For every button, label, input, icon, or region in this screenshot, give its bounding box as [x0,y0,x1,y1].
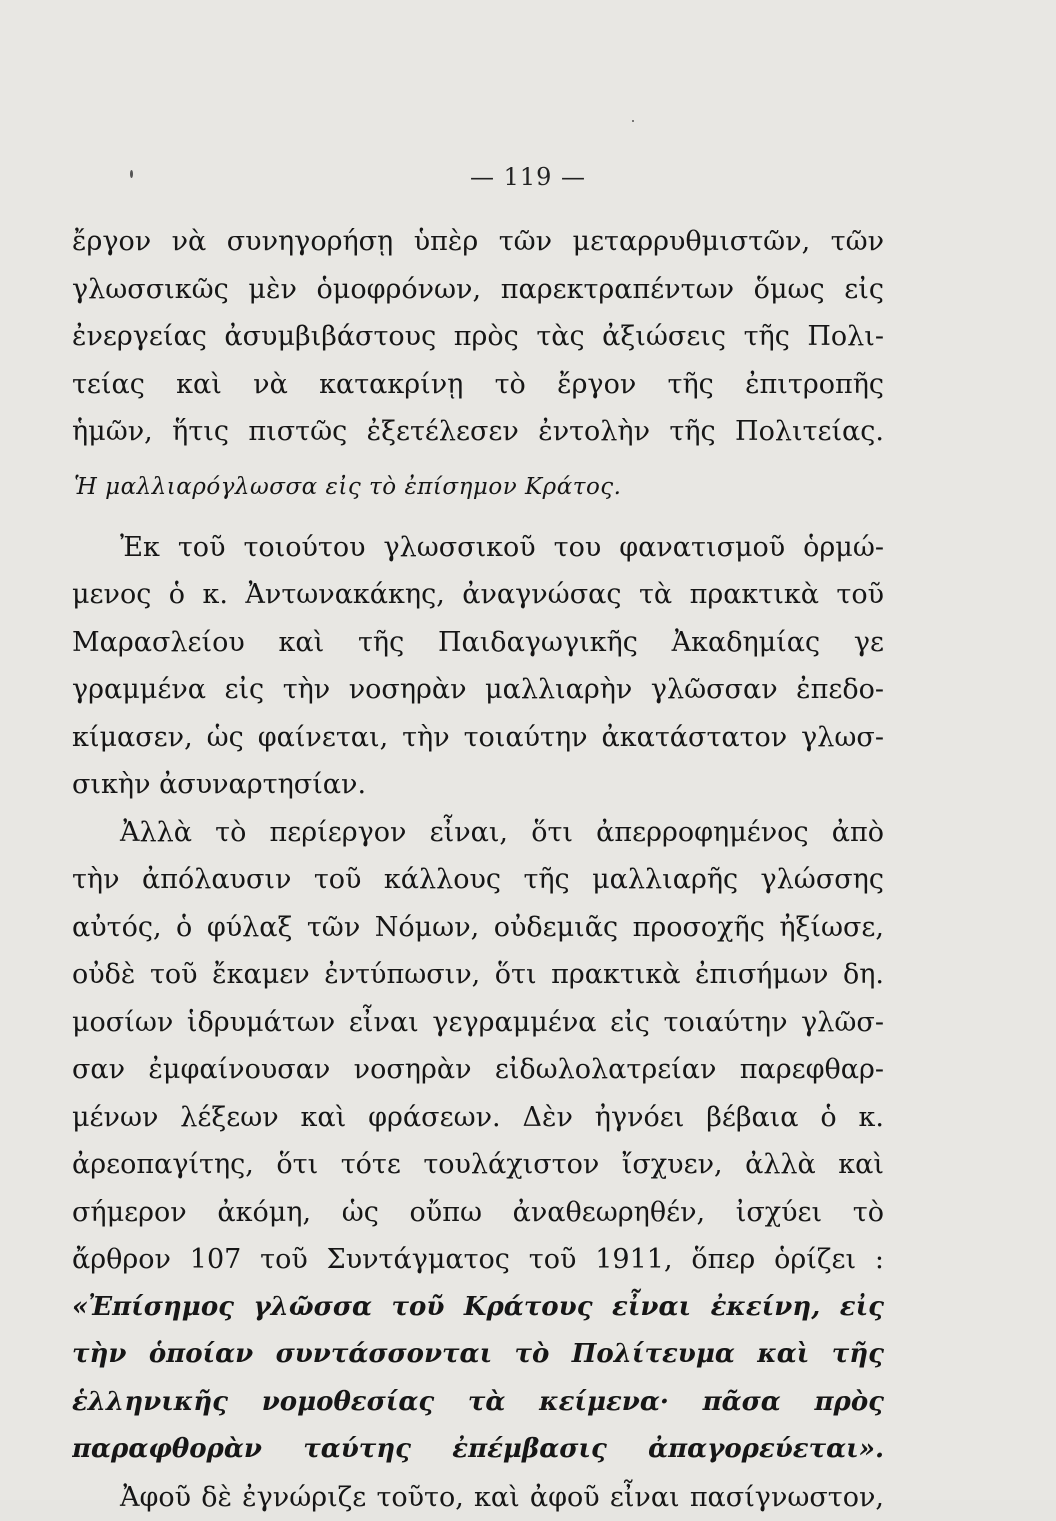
ink-speck [632,120,634,122]
text-line: μοσίων ἱδρυμάτων εἶναι γεγραμμένα εἰς τοιαύτην γλῶσ- [72,999,884,1047]
text-line: ἀρεοπαγίτης, ὅτι τότε τουλάχιστον ἴσχυεν, ἀλλὰ καὶ [72,1141,884,1189]
text-line: σήμερον ἀκόμη, ὡς οὔπω ἀναθεωρηθέν, ἰσχύει τὸ [72,1189,884,1237]
text-line: Ἀφοῦ δὲ ἐγνώριζε τοῦτο, καὶ ἀφοῦ εἶναι πασίγνωστον, [72,1474,884,1521]
text-line: τὴν ἀπόλαυσιν τοῦ κάλλους τῆς μαλλιαρῆς γλώσσης [72,856,884,904]
text-line: σαν ἐμφαίνουσαν νοσηρὰν εἰδωλολατρείαν παρεφθαρ- [72,1046,884,1094]
text-line: ἡμῶν, ἥτις πιστῶς ἐξετέλεσεν ἐντολὴν τῆς Πολιτείας. [72,408,884,456]
quoted-law-line: «Ἐπίσημος γλῶσσα τοῦ Κράτους εἶναι ἐκείνη, εἰς [72,1284,884,1332]
paragraph [72,809,884,1474]
text-line: οὐδὲ τοῦ ἔκαμεν ἐντύπωσιν, ὅτι πρακτικὰ ἐπισήμων δη. [72,951,884,999]
text-line: μενος ὁ κ. Ἀντωνακάκης, ἀναγνώσας τὰ πρακτικὰ τοῦ [72,571,884,619]
text-line: Μαρασλείου καὶ τῆς Παιδαγωγικῆς Ἀκαδημίας γε [72,619,884,667]
text-line: μένων λέξεων καὶ φράσεων. Δὲν ἠγνόει βέβαια ὁ κ. [72,1094,884,1142]
paragraph [72,218,884,456]
text-line: γλωσσικῶς μὲν ὁμοφρόνων, παρεκτραπέντων ὅμως εἰς [72,266,884,314]
page-number: — 119 — [0,163,1056,191]
text-line: ἐνεργείας ἀσυμβιβάστους πρὸς τὰς ἀξιώσεις τῆς Πολι- [72,313,884,361]
paragraph [72,524,884,809]
text-line: ἄρθρον 107 τοῦ Συντάγματος τοῦ 1911, ὅπερ ὁρίζει : [72,1236,884,1284]
text-line: τείας καὶ νὰ κατακρίνῃ τὸ ἔργον τῆς ἐπιτροπῆς [72,361,884,409]
text-line: Ἐκ τοῦ τοιούτου γλωσσικοῦ του φανατισμοῦ ὁρμώ- [72,524,884,572]
text-line: ἔργον νὰ συνηγορήσῃ ὑπὲρ τῶν μεταρρυθμιστῶν, τῶν [72,218,884,266]
text-line: Ἀλλὰ τὸ περίεργον εἶναι, ὅτι ἀπερροφημένος ἀπὸ [72,809,884,857]
text-line: γραμμένα εἰς τὴν νοσηρὰν μαλλιαρὴν γλῶσσαν ἐπεδο- [72,666,884,714]
text-line: αὐτός, ὁ φύλαξ τῶν Νόμων, οὐδεμιᾶς προσοχῆς ἠξίωσε, [72,904,884,952]
quoted-law-line: παραφθορὰν ταύτης ἐπέμβασις ἀπαγορεύεται». [72,1426,884,1474]
text-line: κίμασεν, ὡς φαίνεται, τὴν τοιαύτην ἀκατάστατον γλωσ- [72,714,884,762]
quoted-law-line: ἑλληνικῆς νομοθεσίας τὰ κείμενα· πᾶσα πρὸς [72,1379,884,1427]
body-text [72,218,884,1521]
text-line: σικὴν ἀσυναρτησίαν. [72,761,884,809]
section-heading: Ἡ μαλλιαρόγλωσσα εἰς τὸ ἐπίσημον Κράτος. [72,460,884,514]
quoted-law-line: τὴν ὁποίαν συντάσσονται τὸ Πολίτευμα καὶ τῆς [72,1331,884,1379]
